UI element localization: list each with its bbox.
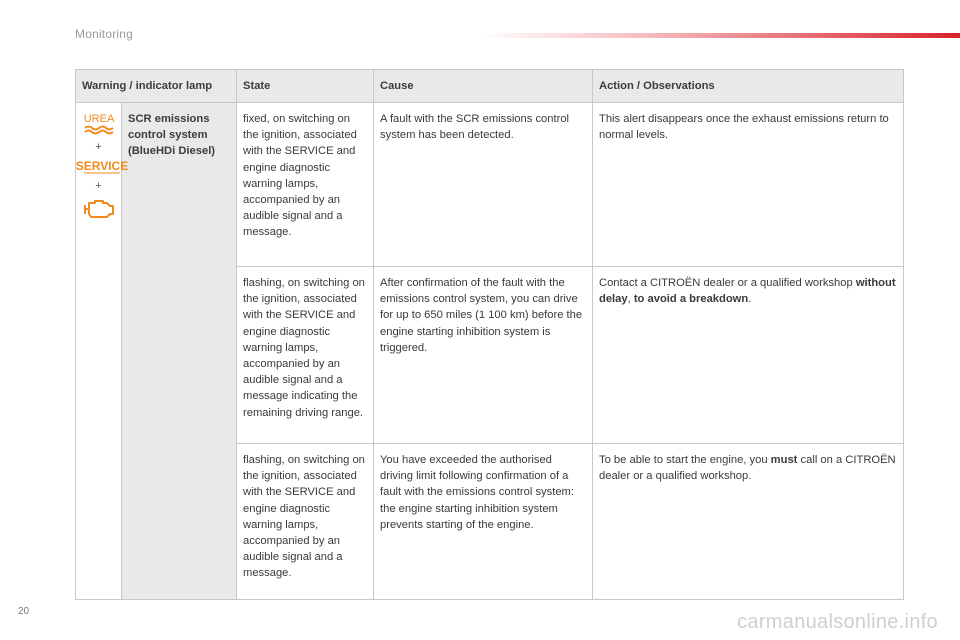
service-icon [75,158,129,174]
action-text: Contact a CITROËN dealer or a qualified workshop [599,277,856,289]
state-cell: fixed, on switching on the ignition, associated with the SERVICE and engine diagnostic warning lamps, accompanied by an audible signal and a message. [237,103,374,267]
watermark: carmanualsonline.info [737,611,938,633]
header-accent-bar [480,33,960,38]
table-row [76,103,904,267]
engine-diagnostic-icon [82,197,116,221]
column-header-lamp: Warning / indicator lamp [76,70,237,103]
page-number: 20 [18,606,30,617]
plus-sign: + [95,141,102,153]
state-cell: flashing, on switching on the ignition, associated with the SERVICE and engine diagnostic warning lamps, accompanied by an audible signal and a message. [237,444,374,600]
lamp-name-cell: SCR emissions control system (BlueHDi Diesel) [122,103,237,600]
cause-cell: After confirmation of the fault with the emissions control system, you can drive for up to 650 miles (1 100 km) before the engine starting inhibition system is triggered. [374,267,593,444]
column-header-action: Action / Observations [593,70,904,103]
action-text: , [627,293,634,306]
column-header-cause: Cause [374,70,593,103]
action-emphasis: must [770,454,798,466]
plus-sign: + [95,180,102,193]
action-emphasis: without delay [599,277,896,306]
action-text: call on a CITROËN dealer or a qualified workshop. [599,454,896,483]
action-cell [593,267,904,444]
lamp-icons-cell [75,103,129,600]
state-cell: flashing, on switching on the ignition, associated with the SERVICE and engine diagnostic warning lamps, accompanied by an audible signal and a message indicating the remaining driving range. [237,267,374,444]
warning-lamp-table [75,69,904,600]
svg-text:UREA: UREA [83,113,115,125]
section-title: Monitoring [75,27,134,41]
action-text: . [748,293,752,306]
action-text: To be able to start the engine, you [599,454,771,466]
cause-cell: A fault with the SCR emissions control system has been detected. [374,103,593,267]
table-header-row [76,70,904,103]
action-emphasis: to avoid a breakdown [633,293,749,306]
svg-text:SERVICE: SERVICE [75,159,129,174]
cause-cell: You have exceeded the authorised driving limit following confirmation of a fault with the emissions control system: the engine starting inhibition system prevents starting of the engine. [374,444,593,600]
urea-icon [82,111,116,135]
column-header-state: State [237,70,374,103]
action-cell [593,444,904,600]
action-cell: This alert disappears once the exhaust emissions return to normal levels. [593,103,904,267]
